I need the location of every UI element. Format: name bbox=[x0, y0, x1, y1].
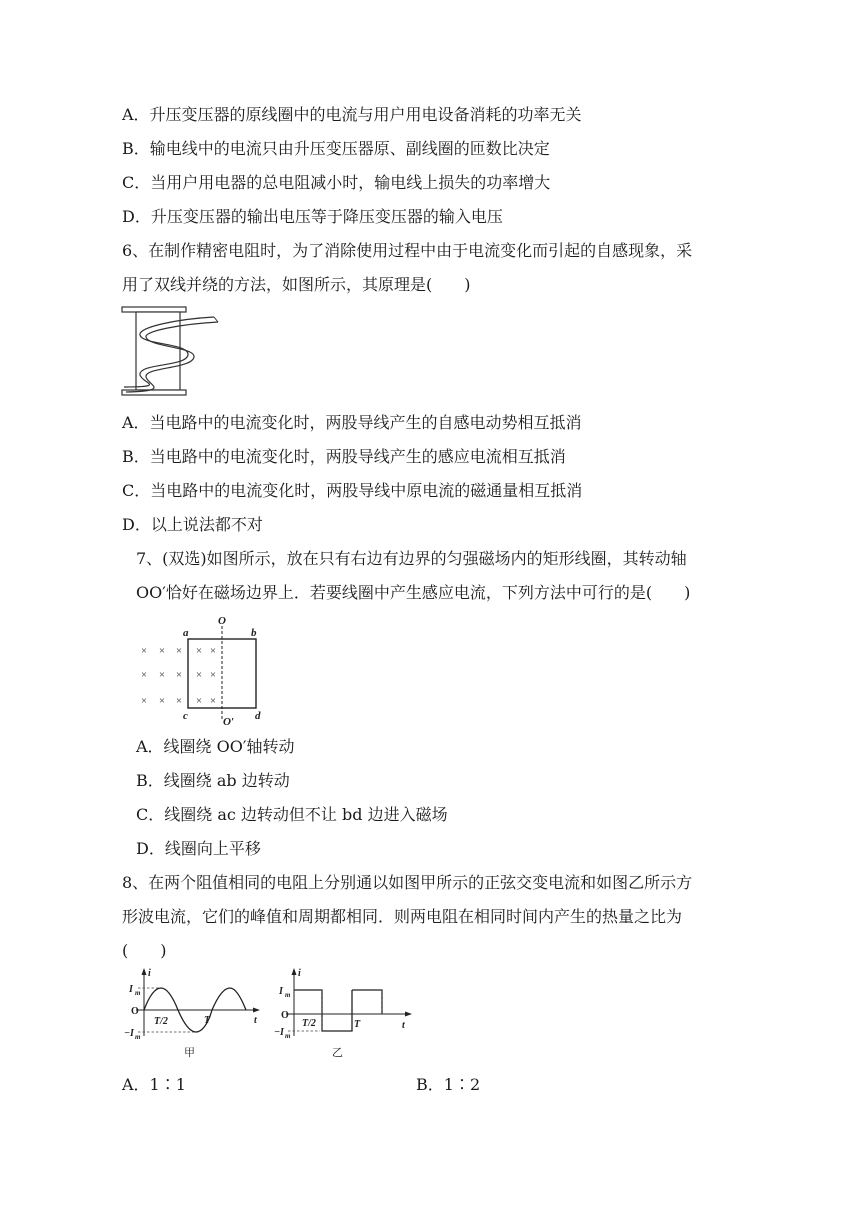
label-i: i bbox=[298, 968, 301, 979]
field-cross: × bbox=[158, 695, 166, 707]
q6-stem-line2: 用了双线并绕的方法，如图所示，其原理是( ) bbox=[122, 275, 471, 294]
field-cross: × bbox=[175, 669, 183, 681]
label-t-period: T bbox=[354, 1019, 361, 1030]
y-axis-arrow bbox=[142, 968, 147, 975]
q5-option-b: B．输电线中的电流只由升压变压器原、副线圈的匝数比决定 bbox=[122, 139, 550, 158]
field-cross: × bbox=[158, 645, 166, 657]
label-neg-im-sub: m bbox=[285, 1032, 291, 1040]
label-c: c bbox=[183, 710, 188, 722]
label-a: a bbox=[183, 627, 189, 639]
q7-option-d: D．线圈向上平移 bbox=[136, 839, 261, 858]
label-neg-im: −I bbox=[274, 1027, 284, 1038]
field-cross: × bbox=[209, 645, 217, 657]
coil-in-field-figure bbox=[136, 612, 276, 730]
label-im-sub: m bbox=[135, 989, 141, 997]
field-cross: × bbox=[158, 669, 166, 681]
label-o-prime: O′ bbox=[223, 716, 235, 728]
label-t-half: T/2 bbox=[302, 1018, 316, 1029]
label-t-period: T bbox=[204, 1015, 211, 1026]
label-im: I bbox=[129, 984, 133, 995]
label-origin: O bbox=[131, 1006, 139, 1017]
field-cross: × bbox=[140, 669, 148, 681]
field-cross: × bbox=[175, 645, 183, 657]
q5-option-a: A．升压变压器的原线圈中的电流与用户用电设备消耗的功率无关 bbox=[122, 105, 582, 124]
field-cross: × bbox=[140, 645, 148, 657]
q7-option-c: C．线圈绕 ac 边转动但不让 bd 边进入磁场 bbox=[136, 805, 448, 824]
label-t-half: T/2 bbox=[154, 1016, 168, 1027]
y-axis-arrow bbox=[292, 968, 297, 975]
label-t: t bbox=[402, 1020, 405, 1031]
q7-option-a: A．线圈绕 OO′轴转动 bbox=[136, 737, 295, 756]
q8-option-a: A．1∶1 bbox=[122, 1075, 186, 1094]
q8-stem-line1: 8、在两个阻值相同的电阻上分别通以如图甲所示的正弦交变电流和如图乙所示方 bbox=[122, 873, 693, 892]
label-origin: O bbox=[281, 1010, 289, 1021]
label-neg-im: −I bbox=[124, 1028, 134, 1039]
q6-option-c: C．当电路中的电流变化时，两股导线中原电流的磁通量相互抵消 bbox=[122, 481, 583, 500]
figure-jia-sine bbox=[116, 964, 266, 1064]
q8-stem-line2: 形波电流，它们的峰值和周期都相同．则两电阻在相同时间内产生的热量之比为 bbox=[122, 907, 683, 926]
label-im-sub: m bbox=[285, 991, 291, 999]
q7-option-b: B．线圈绕 ab 边转动 bbox=[136, 771, 290, 790]
field-cross: × bbox=[209, 695, 217, 707]
bifilar-coil-figure bbox=[118, 305, 228, 401]
label-neg-im-sub: m bbox=[135, 1033, 141, 1041]
field-cross: × bbox=[140, 695, 148, 707]
q6-option-b: B．当电路中的电流变化时，两股导线产生的感应电流相互抵消 bbox=[122, 447, 566, 466]
field-cross: × bbox=[195, 695, 203, 707]
q8-stem-line3: ( ) bbox=[122, 941, 167, 960]
q7-stem-line1: 7、(双选)如图所示，放在只有右边有边界的匀强磁场内的矩形线圈，其转动轴 bbox=[136, 549, 687, 568]
q6-stem-line1: 6、在制作精密电阻时，为了消除使用过程中由于电流变化而引起的自感现象，采 bbox=[122, 241, 693, 260]
field-cross: × bbox=[209, 669, 217, 681]
caption-yi: 乙 bbox=[332, 1047, 343, 1059]
field-cross: × bbox=[175, 695, 183, 707]
caption-jia: 甲 bbox=[184, 1047, 195, 1059]
q8-option-b: B．1∶2 bbox=[416, 1075, 481, 1094]
label-t: t bbox=[254, 1015, 257, 1026]
q6-option-a: A．当电路中的电流变化时，两股导线产生的自感电动势相互抵消 bbox=[122, 413, 582, 432]
field-cross: × bbox=[195, 645, 203, 657]
q5-option-d: D．升压变压器的输出电压等于降压变压器的输入电压 bbox=[122, 207, 503, 226]
label-i: i bbox=[148, 968, 151, 979]
t-axis-arrow bbox=[253, 1008, 260, 1013]
label-b: b bbox=[251, 627, 257, 639]
q5-option-c: C．当用户用电器的总电阻减小时，输电线上损失的功率增大 bbox=[122, 173, 551, 192]
q6-option-d: D．以上说法都不对 bbox=[122, 515, 263, 534]
label-d: d bbox=[255, 710, 261, 722]
q7-stem-line2: OO′恰好在磁场边界上．若要线圈中产生感应电流，下列方法中可行的是( ) bbox=[136, 583, 691, 602]
t-axis-arrow bbox=[405, 1012, 412, 1017]
label-im: I bbox=[279, 986, 283, 997]
label-o: O bbox=[218, 615, 226, 627]
figure-yi-square bbox=[268, 964, 418, 1064]
field-cross: × bbox=[195, 669, 203, 681]
